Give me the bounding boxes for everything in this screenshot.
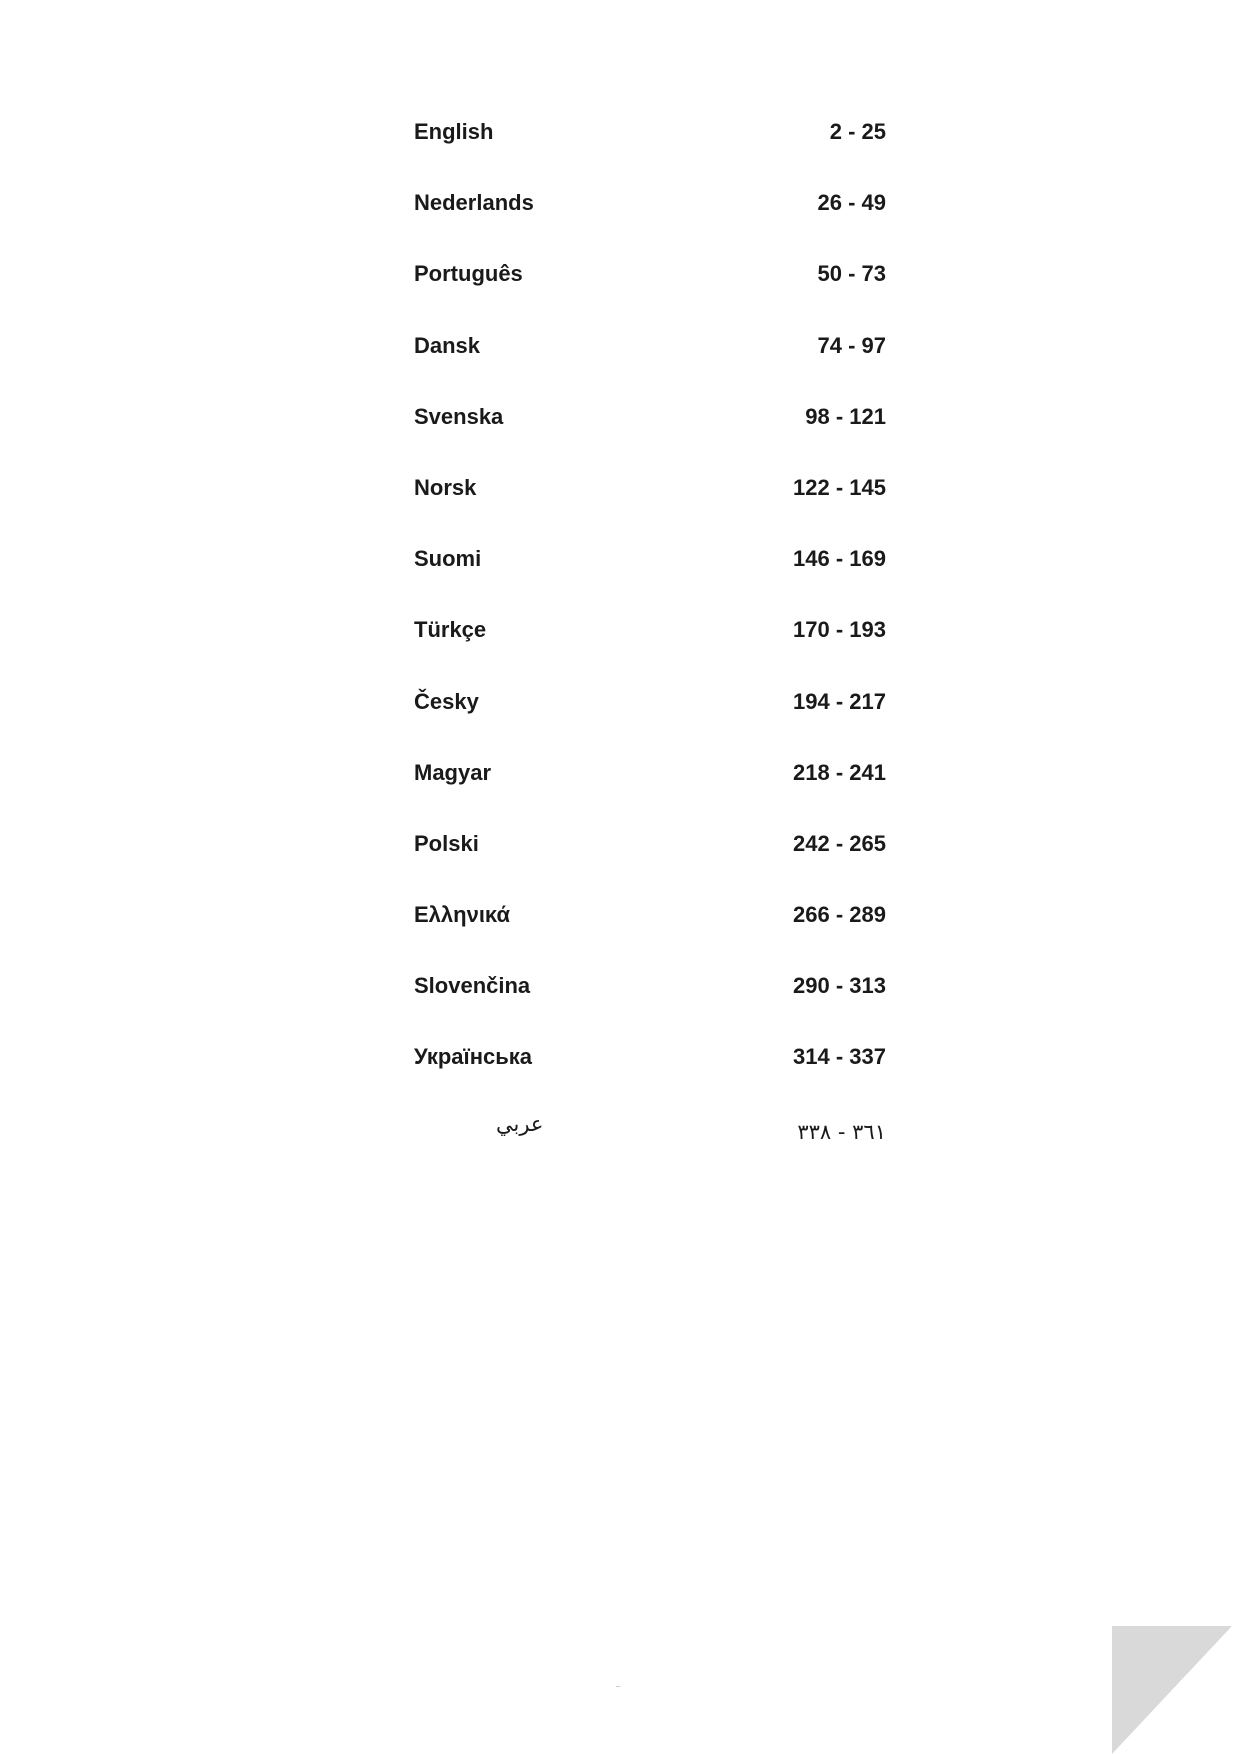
toc-row-magyar	[414, 760, 886, 831]
page-range: 2 - 25	[829, 119, 886, 144]
language-label: Nederlands	[414, 190, 534, 216]
toc-row-svenska	[414, 404, 886, 475]
page-dot-mark	[616, 1686, 620, 1687]
toc-row-dansk	[414, 333, 886, 404]
toc-row-greek	[414, 902, 886, 973]
toc-row-english	[414, 119, 886, 190]
language-label: Česky	[414, 688, 479, 714]
language-label: Português	[414, 261, 523, 287]
page-range: 50 - 73	[817, 261, 886, 287]
toc-row-arabic	[414, 1111, 886, 1187]
toc-row-norsk	[414, 475, 886, 546]
toc-row-ukrainian	[414, 1044, 886, 1115]
page-range: 242 - 265	[793, 830, 886, 856]
language-label: English	[414, 119, 494, 144]
page-range: ٣٦١ - ٣٣٨	[797, 1119, 886, 1144]
language-label: عربي	[496, 1111, 544, 1136]
language-label: Slovenčina	[414, 973, 531, 999]
page-range: 290 - 313	[793, 973, 886, 999]
toc-row-turkce	[414, 617, 886, 688]
toc-row-nederlands	[414, 190, 886, 261]
language-label: Dansk	[414, 332, 481, 358]
language-label: Türkçe	[414, 617, 487, 643]
page-range: 146 - 169	[793, 546, 886, 572]
language-contents-list	[414, 119, 886, 1187]
page-range: 266 - 289	[793, 902, 886, 928]
page-range: 98 - 121	[805, 403, 886, 429]
toc-row-polski	[414, 831, 886, 902]
page-range: 314 - 337	[793, 1044, 886, 1070]
corner-fold-shape	[1112, 1626, 1232, 1754]
language-label: Suomi	[414, 546, 482, 572]
language-label: Українська	[414, 1044, 533, 1070]
page-range: 170 - 193	[793, 617, 886, 643]
page-range: 194 - 217	[793, 688, 886, 714]
toc-row-cesky	[414, 689, 886, 760]
toc-row-slovencina	[414, 973, 886, 1044]
page-range: 122 - 145	[793, 474, 886, 500]
language-label: Magyar	[414, 759, 492, 785]
toc-row-suomi	[414, 546, 886, 617]
corner-fold-triangle	[1112, 1626, 1240, 1754]
language-label: Svenska	[414, 403, 504, 429]
language-label: Norsk	[414, 474, 477, 500]
page-range: 74 - 97	[817, 332, 886, 358]
page-range: 26 - 49	[817, 190, 886, 216]
language-label: Ελληνικά	[414, 902, 510, 928]
page-range: 218 - 241	[793, 759, 886, 785]
language-label: Polski	[414, 830, 479, 856]
toc-row-portugues	[414, 261, 886, 332]
